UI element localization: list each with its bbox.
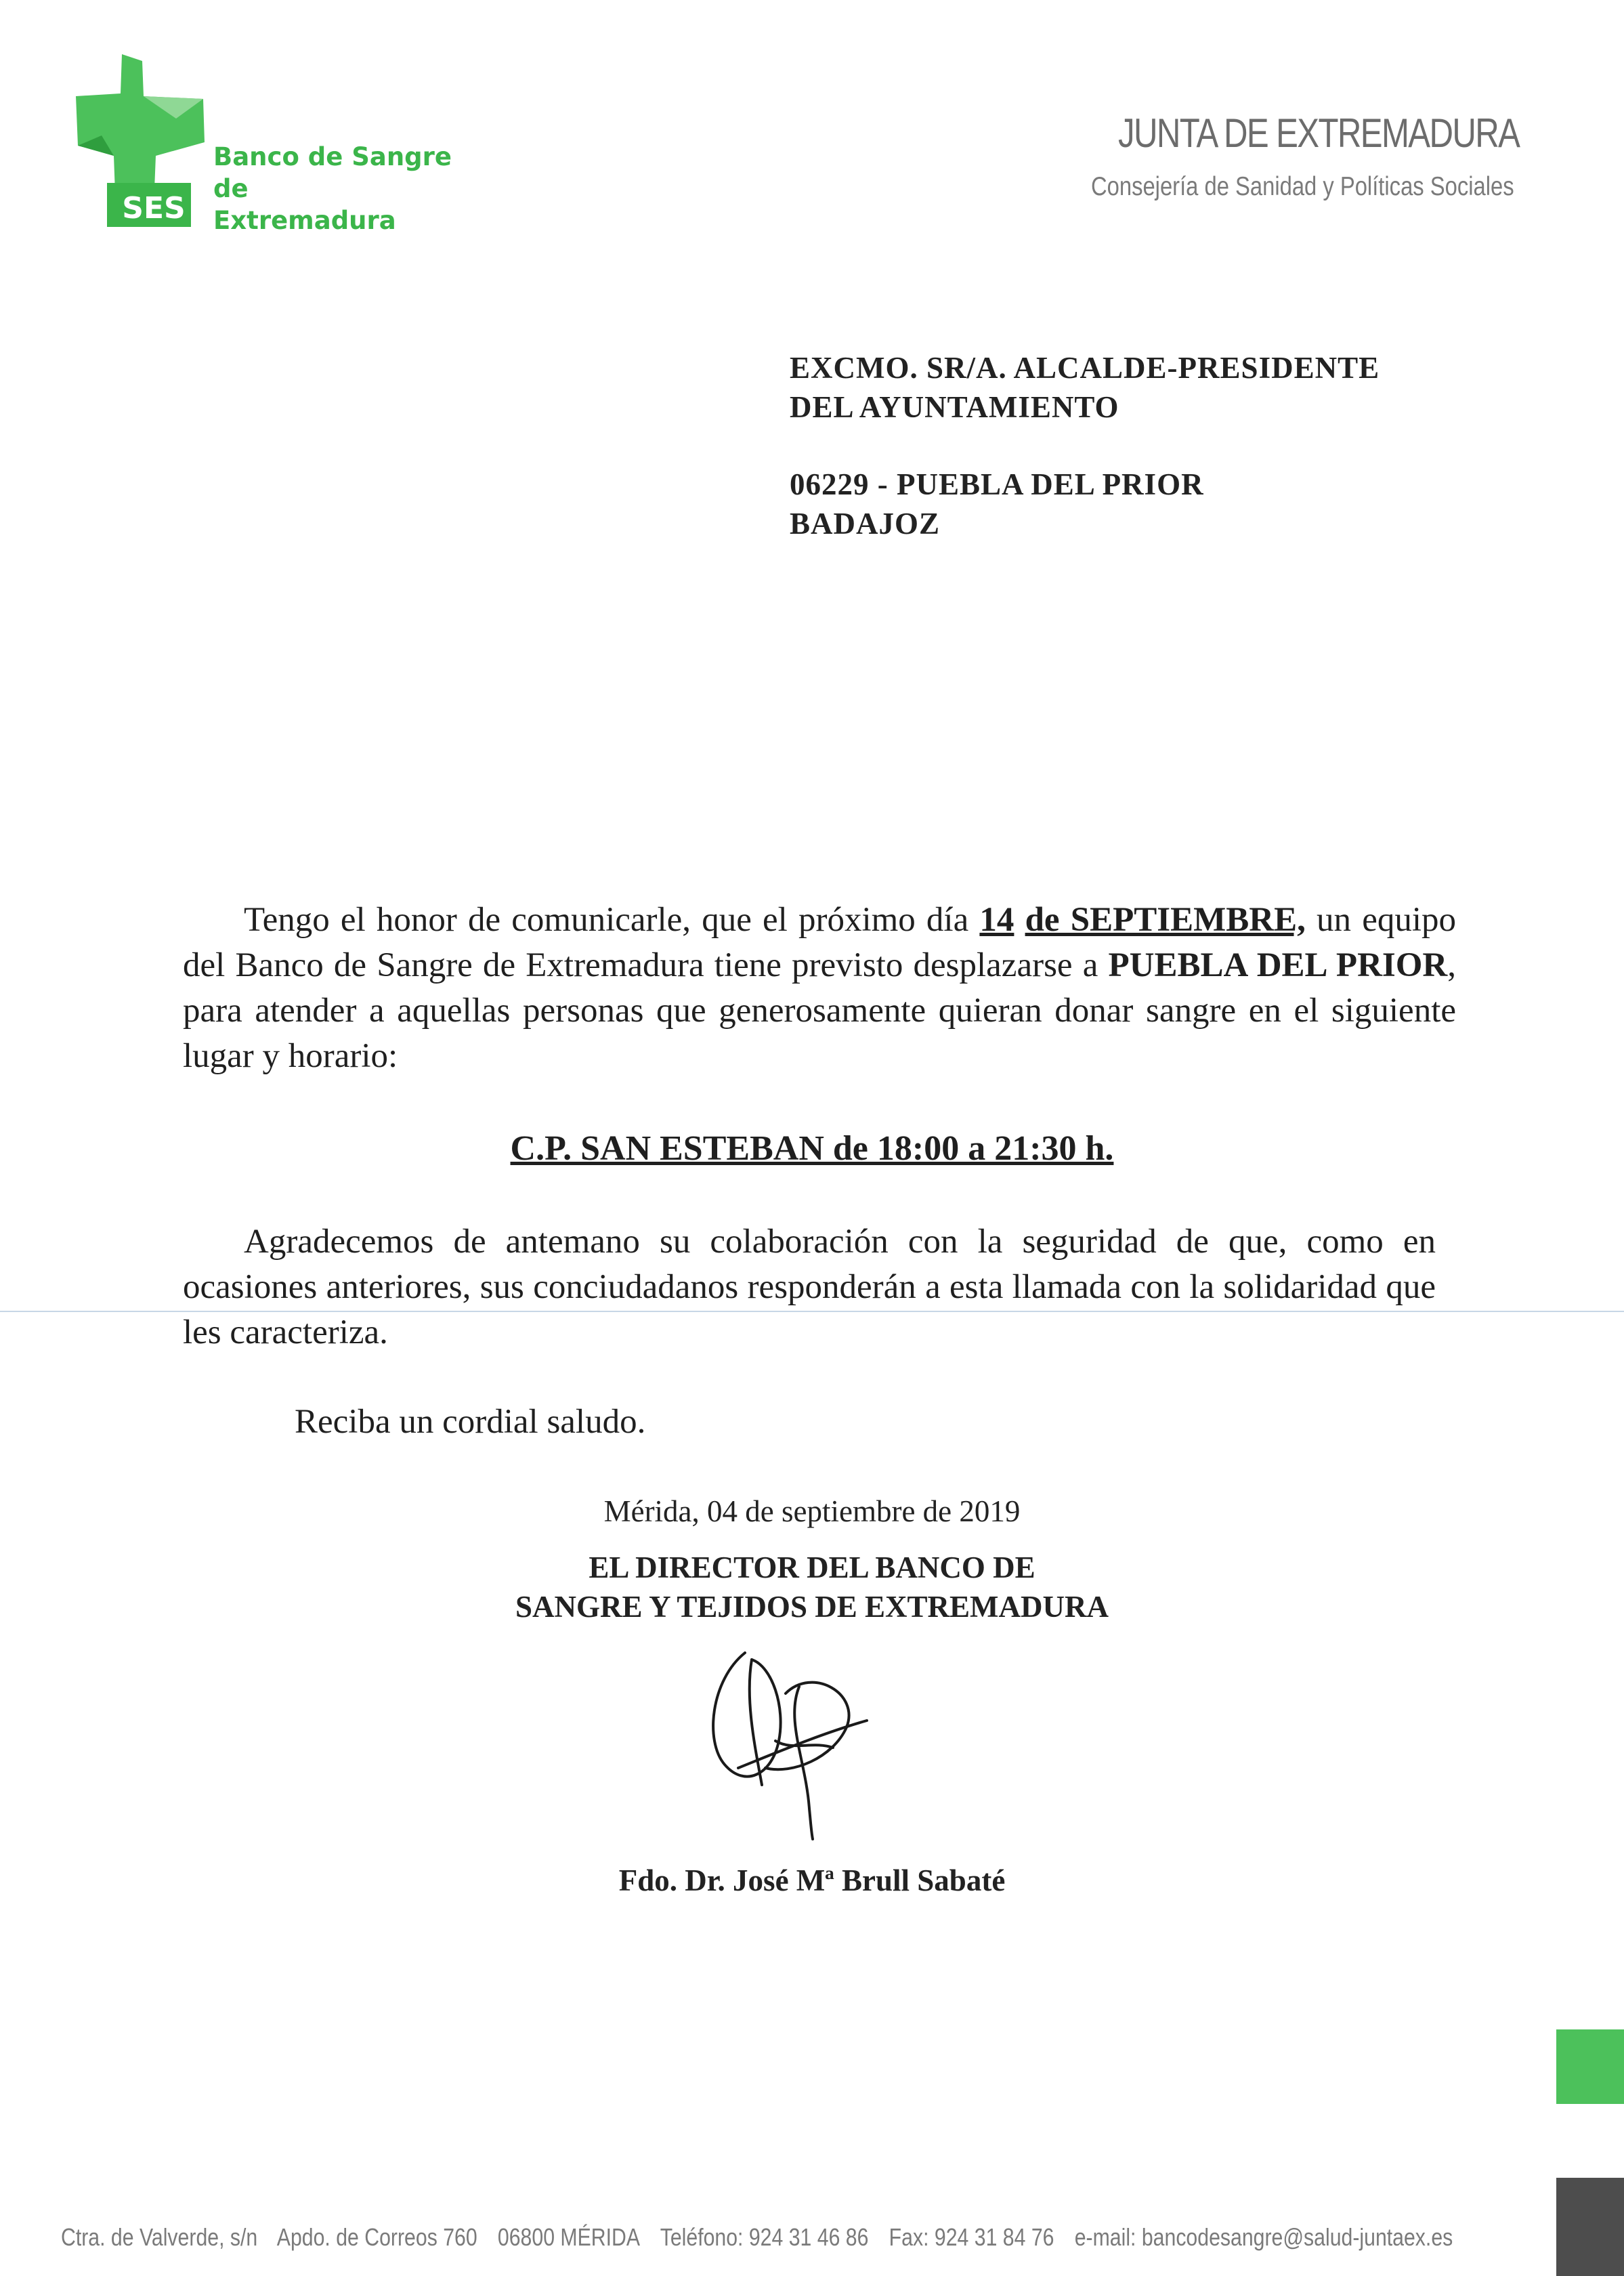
footer-address: Ctra. de Valverde, s/n: [61, 2223, 258, 2251]
regards: Reciba un cordial saludo.: [295, 1403, 646, 1441]
footer-email: e-mail: bancodesangre@salud-juntaex.es: [1074, 2223, 1453, 2251]
footer-contact: [61, 2223, 1468, 2252]
recipient-line: 06229 - PUEBLA DEL PRIOR: [790, 467, 1204, 501]
logo-badge: SES: [122, 191, 186, 226]
logo-text-line: de: [213, 174, 249, 203]
footer-city: 06800 MÉRIDA: [497, 2223, 641, 2251]
event-month: de SEPTIEMBRE,: [1025, 901, 1306, 939]
footer-fax: Fax: 924 31 84 76: [889, 2223, 1054, 2251]
body-text: Tengo el honor de comunicarle, que el próximo día: [244, 901, 980, 939]
body-text: Agradecemos de antemano su colaboración con la seguridad de que, como en ocasiones anteriores, sus conciudadanos responderán a esta llamada con la solidaridad que les caracteriza.: [183, 1223, 1436, 1351]
signed-by: Fdo. Dr. José Mª Brull Sabaté: [618, 1863, 1006, 1897]
place-date: Mérida, 04 de septiembre de 2019: [603, 1494, 1021, 1528]
handwritten-signature: [698, 1639, 887, 1842]
footer-po-box: Apdo. de Correos 760: [276, 2223, 477, 2251]
logo-text-line: Extremadura: [213, 206, 396, 235]
body-paragraph-1: [183, 898, 1456, 1079]
recipient-line: EXCMO. SR/A. ALCALDE-PRESIDENTE: [790, 351, 1380, 385]
recipient-line: BADAJOZ: [790, 507, 941, 541]
event-venue: C.P. SAN ESTEBAN de 18:00 a 21:30 h.: [510, 1129, 1114, 1168]
body-text: un equipo del Banco de Sangre de Extremadura tiene previsto desplazarse a: [183, 901, 1457, 984]
footer-phone: Teléfono: 924 31 46 86: [660, 2223, 869, 2251]
logo-text-line: Banco de Sangre: [213, 142, 452, 171]
junta-title: JUNTA DE EXTREMADURA: [1117, 110, 1519, 156]
body-paragraph-2: [183, 1219, 1436, 1355]
recipient-line: DEL AYUNTAMIENTO: [790, 390, 1119, 424]
logo-text: [213, 141, 452, 236]
recipient-block: [790, 348, 1380, 543]
scan-color-mark-green: [1556, 2029, 1624, 2104]
scan-color-mark-dark: [1556, 2178, 1624, 2276]
scan-fold-line: [0, 1311, 1624, 1312]
event-day: 14: [979, 901, 1014, 939]
event-town: PUEBLA DEL PRIOR: [1108, 946, 1448, 984]
signer-title-line: EL DIRECTOR DEL BANCO DE: [589, 1551, 1035, 1584]
junta-subtitle: Consejería de Sanidad y Políticas Sociales: [1091, 172, 1514, 201]
signer-title: [0, 1548, 1624, 1626]
body-text: , para atender a aquellas personas que generosamente quieran donar sangre en el siguiente lugar y horario:: [183, 946, 1456, 1075]
logo-cross-shape: [76, 54, 205, 193]
signer-title-line: SANGRE Y TEJIDOS DE EXTREMADURA: [515, 1590, 1109, 1624]
